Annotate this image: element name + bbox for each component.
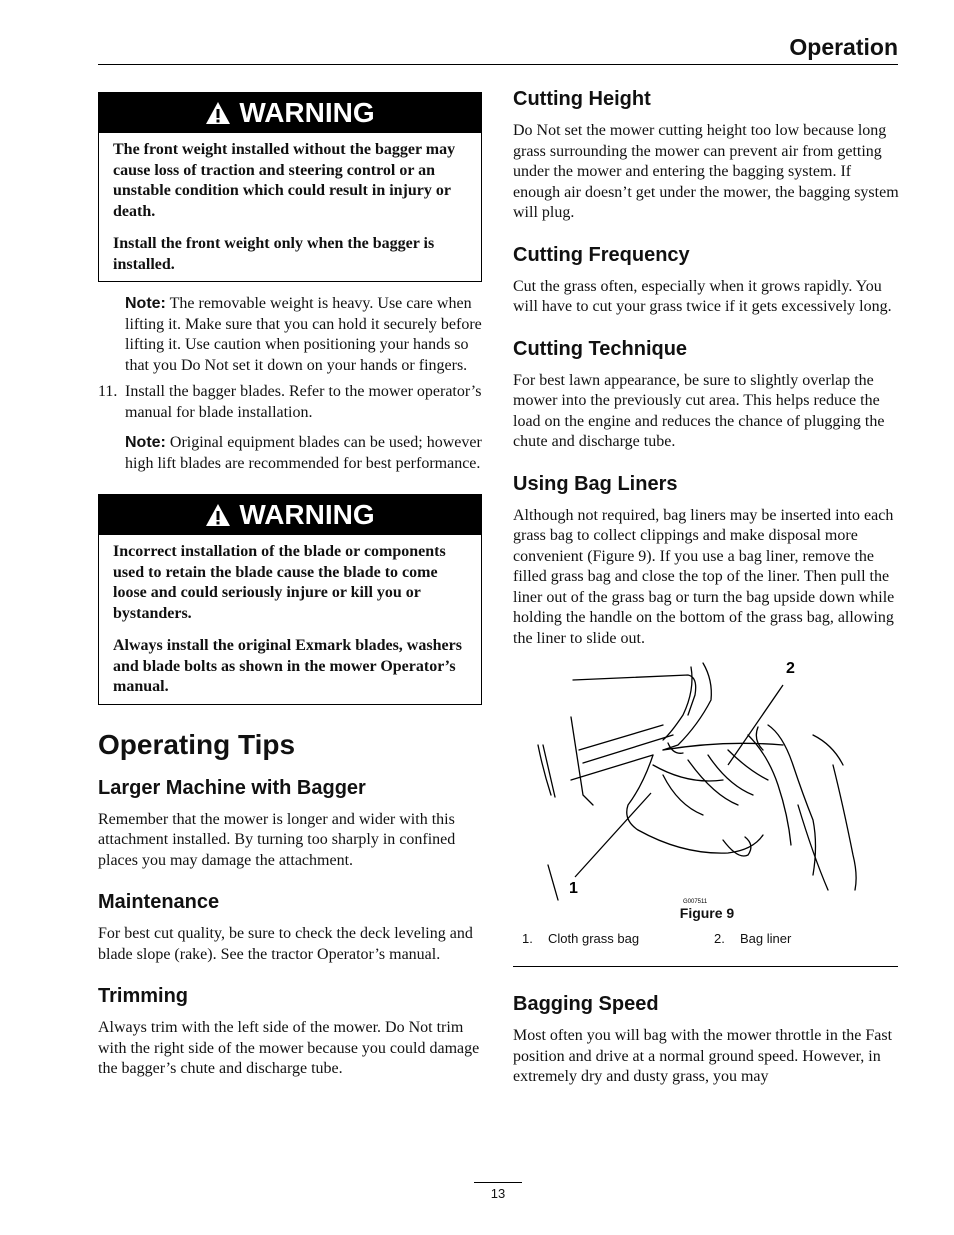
note-label: Note: bbox=[125, 295, 166, 312]
section-text: Remember that the mower is longer and wider with this attachment installed. By turning too sharply in confined places you may damage the attachment. bbox=[98, 810, 456, 869]
section-text: Although not required, bag liners may be inserted into each grass bag to collect clippings and make disposal more convenient (Figure 9). If you use a bag liner, remove the filled grass bag and close the top of the liner. Then pull the liner out of the grass bag or turn the bag upside down while holding the handle on the bottom of the grass bag, allowing the liner to slide out. bbox=[513, 506, 895, 647]
section-title: Operation bbox=[789, 34, 898, 60]
section-heading: Larger Machine with Bagger bbox=[98, 776, 366, 799]
warning-header bbox=[99, 495, 481, 535]
step-number: 11. bbox=[98, 383, 118, 400]
warning-text: Always install the original Exmark blades, washers and blade bolts as shown in the mower Operator’s manual. bbox=[113, 637, 462, 695]
warning-box-front-weight bbox=[98, 92, 482, 282]
section-text: Always trim with the left side of the mower. Do Not trim with the right side of the mower because you could damage the bagger’s chute and discharge tube. bbox=[98, 1019, 480, 1077]
figure-rule bbox=[513, 966, 898, 967]
legend-label: Bag liner bbox=[740, 931, 792, 946]
section-text: Cut the grass often, especially when it grows rapidly. You will have to cut your grass twice if it gets excessively long. bbox=[513, 277, 892, 315]
page-number: 13 bbox=[490, 1186, 506, 1201]
section-heading: Trimming bbox=[98, 985, 189, 1007]
section-heading: Maintenance bbox=[98, 891, 220, 913]
section-heading: Bagging Speed bbox=[513, 993, 659, 1015]
figure-code: G007511 bbox=[683, 899, 708, 905]
warning-box-blade bbox=[98, 494, 482, 705]
warning-body bbox=[99, 133, 481, 281]
header-rule bbox=[98, 64, 898, 65]
legend-label: Cloth grass bag bbox=[548, 931, 640, 946]
warning-text: Incorrect installation of the blade or components used to retain the blade cause the blade to come loose and could seriously injure or kill you or bystanders. bbox=[113, 543, 446, 622]
section-text: For best cut quality, be sure to check the deck leveling and blade slope (rake). See the tractor Operator’s manual. bbox=[98, 925, 473, 963]
left-column bbox=[98, 92, 486, 1080]
warning-text: Install the front weight only when the bagger is installed. bbox=[113, 235, 435, 273]
warning-title: WARNING bbox=[239, 499, 375, 530]
section-text: For best lawn appearance, be sure to slightly overlap the mower into the previously cut area. This helps reduce the load on the engine and reduces the chance of plugging the chute and discharge tube. bbox=[513, 371, 885, 450]
section-heading: Cutting Frequency bbox=[513, 243, 690, 266]
note-weight bbox=[125, 294, 486, 376]
warning-title: WARNING bbox=[239, 97, 375, 128]
section-heading: Cutting Technique bbox=[513, 337, 688, 360]
note-blades bbox=[125, 433, 486, 474]
step-text: Install the bagger blades. Refer to the mower operator’s manual for blade installation. bbox=[125, 383, 482, 421]
note-text: Original equipment blades can be used; however high lift blades are recommended for best performance. bbox=[125, 434, 482, 472]
right-column bbox=[513, 88, 901, 1088]
legend-number: 1. bbox=[522, 931, 533, 946]
callout-1: 1 bbox=[569, 880, 578, 897]
legend-number: 2. bbox=[714, 931, 725, 946]
section-heading: Using Bag Liners bbox=[513, 472, 678, 495]
warning-text: The front weight installed without the bagger may cause loss of traction and steering control or an unstable condition which could result in injury or death. bbox=[113, 141, 456, 220]
legend-item bbox=[714, 931, 791, 946]
section-text: Do Not set the mower cutting height too low because long grass surrounding the mower can prevent air from getting under the mower and entering the bagging system. If enough air doesn’t get under the mower, the bagging system will plug. bbox=[513, 122, 899, 221]
callout-2: 2 bbox=[786, 660, 795, 677]
figure-caption: Figure 9 bbox=[679, 905, 735, 921]
figure-bag-liner bbox=[513, 655, 901, 905]
section-heading: Cutting Height bbox=[513, 88, 651, 110]
operating-tips-heading: Operating Tips bbox=[98, 728, 296, 760]
section-text: Most often you will bag with the mower throttle in the Fast position and drive at a normal ground speed. However, in extremely dry and dusty grass, you may bbox=[513, 1027, 893, 1085]
step-11 bbox=[98, 382, 486, 423]
warning-triangle-icon bbox=[205, 101, 231, 125]
note-label: Note: bbox=[125, 434, 166, 451]
warning-header bbox=[99, 93, 481, 133]
warning-body bbox=[99, 535, 481, 704]
legend-item bbox=[522, 931, 714, 946]
figure-legend bbox=[513, 931, 901, 946]
note-text: The removable weight is heavy. Use care when lifting it. Make sure that you can hold it securely before lifting it. Use caution when positioning your hands so that you Do Not set it down on your hands or fingers. bbox=[125, 295, 482, 374]
page-number-rule bbox=[474, 1182, 522, 1183]
warning-triangle-icon bbox=[205, 503, 231, 527]
bag-liner-illustration bbox=[513, 655, 901, 905]
